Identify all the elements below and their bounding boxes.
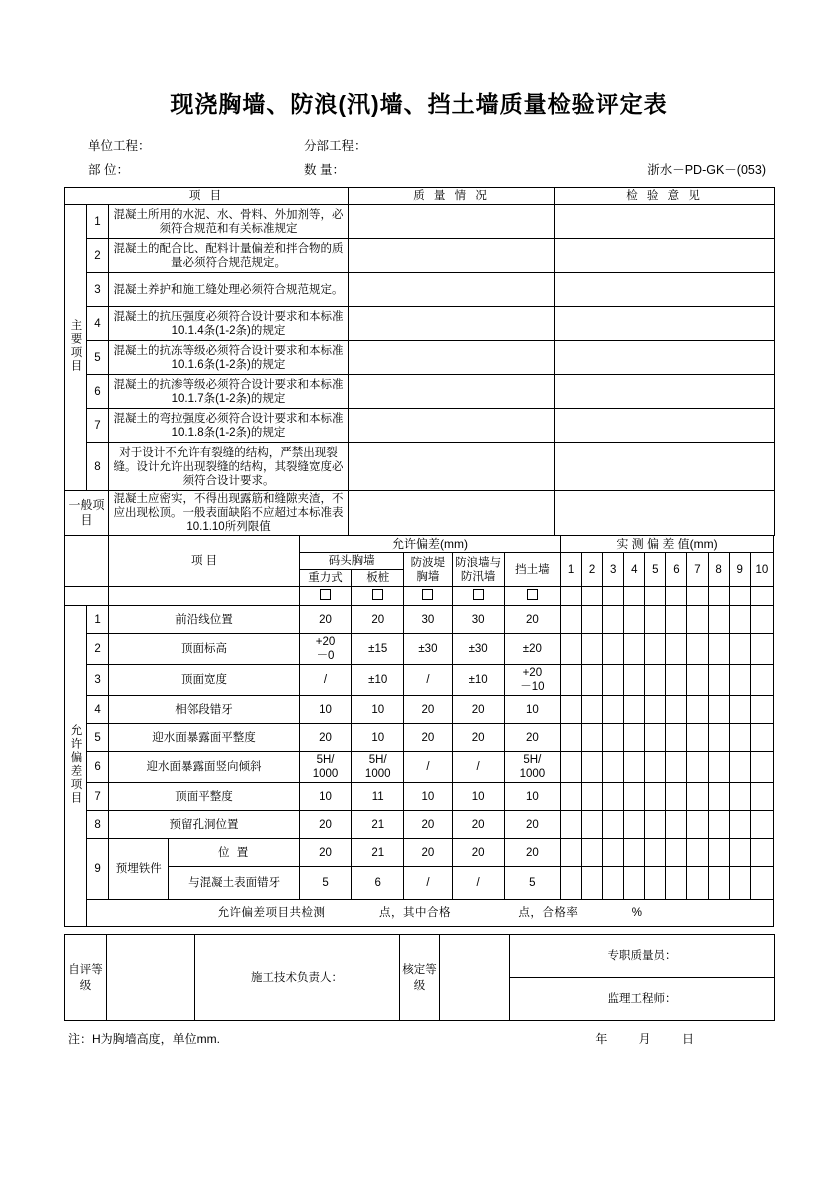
table-row: [65, 606, 774, 634]
row-name: 预埋铁件: [109, 839, 169, 900]
val-wave-dike: /: [404, 665, 452, 696]
row-no: 5: [87, 341, 109, 375]
footer-note: [64, 1030, 778, 1047]
self-rating-value[interactable]: [107, 935, 195, 1021]
table-row: [65, 811, 774, 839]
row-no: 7: [87, 783, 109, 811]
val-sheet-pile: 11: [352, 783, 404, 811]
col-header-opinion: 检 验 意 见: [555, 188, 775, 205]
table-row: [65, 867, 774, 900]
summary-text[interactable]: [87, 900, 774, 927]
col-header-sheet-pile: 板桩: [352, 570, 404, 587]
table-row-general: [65, 491, 775, 536]
quantity-label: 数 量：: [304, 163, 345, 177]
val-wave-wall: 10: [452, 783, 504, 811]
val-gravity: +20 －0: [299, 634, 351, 665]
row-no: 2: [87, 239, 109, 273]
table-row: [65, 341, 775, 375]
val-retaining: 20: [504, 811, 560, 839]
val-wave-dike: 20: [404, 839, 452, 867]
row-name: 前沿线位置: [109, 606, 300, 634]
table-header-row: [65, 188, 775, 205]
val-sheet-pile: ±10: [352, 665, 404, 696]
val-sheet-pile: 10: [352, 724, 404, 752]
val-wave-dike: 20: [404, 724, 452, 752]
opinion-cell[interactable]: [555, 443, 775, 491]
val-wave-wall: /: [452, 752, 504, 783]
val-gravity: 5: [299, 867, 351, 900]
row-no: 8: [87, 443, 109, 491]
opinion-cell[interactable]: [555, 375, 775, 409]
table-row: [65, 307, 775, 341]
measured-col-4: 4: [624, 553, 645, 587]
table-row: [65, 409, 775, 443]
val-sheet-pile: 5H/ 1000: [352, 752, 404, 783]
table-row: [65, 375, 775, 409]
deviation-table: [64, 535, 774, 927]
table-row: [65, 696, 774, 724]
table-row: [65, 724, 774, 752]
summary-row: [65, 900, 774, 927]
val-wave-dike: 20: [404, 696, 452, 724]
row-text: 混凝土的抗渗等级必须符合设计要求和本标准10.1.7条(1-2条)的规定: [109, 375, 349, 409]
val-sheet-pile: 21: [352, 839, 404, 867]
val-wave-dike: 30: [404, 606, 452, 634]
row-name: 预留孔洞位置: [109, 811, 300, 839]
val-gravity: 20: [299, 724, 351, 752]
quality-cell[interactable]: [349, 307, 555, 341]
val-gravity: 10: [299, 783, 351, 811]
page-title: 现浇胸墙、防浪(汛)墙、挡土墙质量检验评定表: [170, 91, 668, 117]
summary-suffix: %: [631, 907, 643, 919]
val-retaining: 20: [504, 839, 560, 867]
val-retaining: 5H/ 1000: [504, 752, 560, 783]
val-gravity: /: [299, 665, 351, 696]
row-name: 相邻段错牙: [109, 696, 300, 724]
table-row: [65, 752, 774, 783]
row-no: 1: [87, 606, 109, 634]
checkbox-wave-dike[interactable]: [404, 587, 452, 606]
val-retaining: 5: [504, 867, 560, 900]
col-header-gravity: 重力式: [299, 570, 351, 587]
row-name: 顶面宽度: [109, 665, 300, 696]
opinion-cell[interactable]: [555, 491, 775, 536]
table-row: [65, 839, 774, 867]
col-header-allow: 允许偏差(mm): [299, 536, 560, 553]
row-name: 顶面标高: [109, 634, 300, 665]
summary-mid1: 点，其中合格: [378, 907, 451, 919]
summary-prefix: 允许偏差项目共检测: [217, 907, 326, 919]
opinion-cell[interactable]: [555, 409, 775, 443]
col-header-wharf-wall: 码头胸墙: [299, 553, 403, 570]
tech-leader-label[interactable]: 施工技术负责人：: [195, 935, 400, 1021]
table-row: [65, 634, 774, 665]
measured-col-2: 2: [582, 553, 603, 587]
quality-cell[interactable]: [349, 205, 555, 239]
opinion-cell[interactable]: [555, 239, 775, 273]
sub-row-name: 与混凝土表面错牙: [169, 867, 300, 900]
row-name: 迎水面暴露面竖向倾斜: [109, 752, 300, 783]
note-left: 注：H为胸墙高度，单位mm.: [68, 1032, 220, 1046]
measured-col-6: 6: [666, 553, 687, 587]
group-main-label: 主要项目: [65, 205, 87, 491]
quality-cell[interactable]: [349, 375, 555, 409]
row-no: 4: [87, 307, 109, 341]
val-gravity: 20: [299, 839, 351, 867]
row-no: 3: [87, 665, 109, 696]
val-gravity: 20: [299, 606, 351, 634]
val-wave-dike: /: [404, 752, 452, 783]
row-text: 混凝土养护和施工缝处理必须符合规范规定。: [109, 273, 349, 307]
val-wave-dike: 20: [404, 811, 452, 839]
quality-cell[interactable]: [349, 443, 555, 491]
val-sheet-pile: 21: [352, 811, 404, 839]
val-retaining: ±20: [504, 634, 560, 665]
row-text: 混凝土的配合比、配料计量偏差和拌合物的质量必须符合规范规定。: [109, 239, 349, 273]
measured-col-7: 7: [687, 553, 708, 587]
header-line-1: [64, 137, 774, 156]
col-header-item: 项 目: [65, 188, 349, 205]
row-text: 混凝土应密实，不得出现露筋和缝隙夹渣，不应出现松顶。一般表面缺陷不应超过本标准表10.1.10所列限值: [109, 491, 349, 536]
measured-col-1: 1: [561, 553, 582, 587]
measured-col-5: 5: [645, 553, 666, 587]
row-no: 7: [87, 409, 109, 443]
row-text: 混凝土的抗压强度必须符合设计要求和本标准10.1.4条(1-2条)的规定: [109, 307, 349, 341]
row-name: 迎水面暴露面平整度: [109, 724, 300, 752]
val-wave-wall: 30: [452, 606, 504, 634]
checkbox-sheet-pile[interactable]: [352, 587, 404, 606]
val-wave-wall: 20: [452, 724, 504, 752]
row-no: 8: [87, 811, 109, 839]
group-deviation-label: 允许偏差项目: [65, 606, 87, 927]
quality-cell[interactable]: [349, 409, 555, 443]
val-retaining: 20: [504, 606, 560, 634]
val-sheet-pile: 10: [352, 696, 404, 724]
row-name: 顶面平整度: [109, 783, 300, 811]
quality-cell[interactable]: [349, 239, 555, 273]
val-sheet-pile: 20: [352, 606, 404, 634]
row-no: 6: [87, 752, 109, 783]
quality-cell[interactable]: [349, 491, 555, 536]
self-rating-label: 自评等级: [65, 935, 107, 1021]
row-text: 混凝土的抗冻等级必须符合设计要求和本标准10.1.6条(1-2条)的规定: [109, 341, 349, 375]
val-wave-wall: 20: [452, 696, 504, 724]
unit-project-label: 单位工程：: [88, 139, 151, 153]
table-row: [65, 783, 774, 811]
quality-cell[interactable]: [349, 273, 555, 307]
val-wave-wall: 20: [452, 811, 504, 839]
table-row: [65, 205, 775, 239]
val-wave-wall: ±10: [452, 665, 504, 696]
checkbox-wave-wall[interactable]: [452, 587, 504, 606]
opinion-cell[interactable]: [555, 205, 775, 239]
val-wave-wall: /: [452, 867, 504, 900]
deviation-header-row-1: [65, 536, 774, 553]
row-text: 混凝土的弯拉强度必须符合设计要求和本标准10.1.8条(1-2条)的规定: [109, 409, 349, 443]
col-header-measured: 实 测 偏 差 值(mm): [561, 536, 774, 553]
sub-row-name: 位 置: [169, 839, 300, 867]
quality-cell[interactable]: [349, 341, 555, 375]
val-gravity: 20: [299, 811, 351, 839]
note-date: 年 月 日: [595, 1032, 708, 1046]
row-no: 6: [87, 375, 109, 409]
col-header-wave-wall: 防浪墙与防汛墙: [452, 553, 504, 587]
row-no: 4: [87, 696, 109, 724]
row-no: 5: [87, 724, 109, 752]
val-retaining: 10: [504, 696, 560, 724]
val-gravity: 5H/ 1000: [299, 752, 351, 783]
val-wave-dike: ±30: [404, 634, 452, 665]
row-no: 9: [87, 839, 109, 900]
row-no: 2: [87, 634, 109, 665]
table-row: [65, 443, 775, 491]
deviation-checkbox-row: [65, 587, 774, 606]
val-wave-dike: /: [404, 867, 452, 900]
supervising-engineer-label[interactable]: 监理工程师：: [510, 978, 775, 1021]
measured-col-9: 9: [729, 553, 750, 587]
col-header-item: 项 目: [109, 536, 300, 587]
opinion-cell[interactable]: [555, 341, 775, 375]
measured-col-8: 8: [708, 553, 729, 587]
col-header-wave-dike: 防波堤胸墙: [404, 553, 452, 587]
val-retaining: 20: [504, 724, 560, 752]
val-retaining: +20 －10: [504, 665, 560, 696]
col-header-retaining: 挡土墙: [504, 553, 560, 587]
val-sheet-pile: ±15: [352, 634, 404, 665]
verify-rating-label: 核定等级: [400, 935, 440, 1021]
header-line-2: [64, 161, 774, 180]
row-text: 混凝土所用的水泥、水、骨料、外加剂等，必须符合规范和有关标准规定: [109, 205, 349, 239]
col-header-quality: 质 量 情 况: [349, 188, 555, 205]
val-wave-wall: 20: [452, 839, 504, 867]
measured-col-10: 10: [750, 553, 773, 587]
checkbox-gravity[interactable]: [299, 587, 351, 606]
table-row: [65, 273, 775, 307]
checkbox-retaining[interactable]: [504, 587, 560, 606]
val-retaining: 10: [504, 783, 560, 811]
division-project-label: 分部工程：: [304, 139, 367, 153]
part-label: 部 位：: [88, 163, 129, 177]
verify-rating-value[interactable]: [440, 935, 510, 1021]
signature-table: [64, 934, 775, 1021]
val-wave-dike: 10: [404, 783, 452, 811]
row-text: 对于设计不允许有裂缝的结构，严禁出现裂缝。设计允许出现裂缝的结构，其裂缝宽度必须符合设计要求。: [109, 443, 349, 491]
group-deviation-label: [65, 536, 109, 587]
signature-row-1: [65, 935, 775, 978]
opinion-cell[interactable]: [555, 307, 775, 341]
val-wave-wall: ±30: [452, 634, 504, 665]
summary-mid2: 点，合格率: [518, 907, 579, 919]
form-code: 浙水－PD-GK－(053): [647, 163, 766, 177]
group-general-label: 一般项目: [65, 491, 109, 536]
opinion-cell[interactable]: [555, 273, 775, 307]
row-no: 1: [87, 205, 109, 239]
row-no: 3: [87, 273, 109, 307]
val-gravity: 10: [299, 696, 351, 724]
val-sheet-pile: 6: [352, 867, 404, 900]
table-row: [65, 665, 774, 696]
quality-inspector-label[interactable]: 专职质量员：: [510, 935, 775, 978]
table-row: [65, 239, 775, 273]
quality-table: [64, 187, 775, 536]
measured-col-3: 3: [603, 553, 624, 587]
